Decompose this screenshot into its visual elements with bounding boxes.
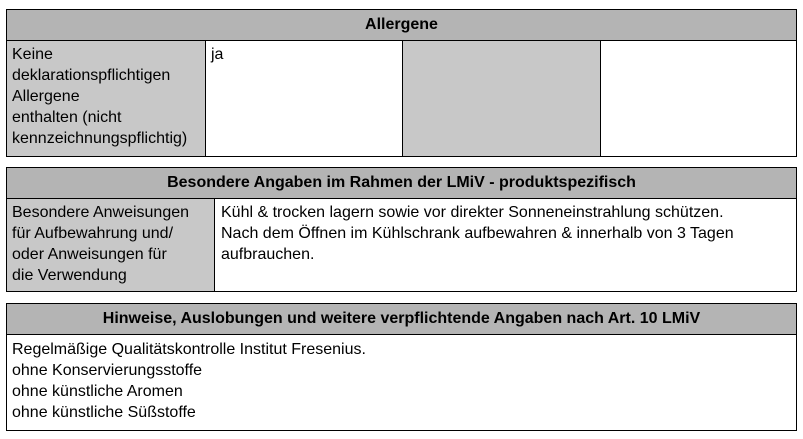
notes-header: Hinweise, Auslobungen und weitere verpflichtende Angaben nach Art. 10 LMiV xyxy=(7,304,796,335)
allergens-label-cell xyxy=(7,41,205,156)
allergens-empty-grey-cell xyxy=(402,41,600,156)
allergens-label-line: deklarationspflichtigen xyxy=(12,67,171,84)
notes-line: ohne künstliche Aromen xyxy=(12,383,183,400)
storage-label-line: oder Anweisungen für xyxy=(12,246,167,263)
storage-label-cell xyxy=(7,199,214,291)
storage-label-line: für Aufbewahrung und/ xyxy=(12,225,174,242)
notes-cell xyxy=(7,335,796,430)
notes-line: ohne künstliche Süßstoffe xyxy=(12,404,196,421)
notes-row xyxy=(7,335,796,430)
allergens-empty-cell xyxy=(600,41,796,156)
allergens-label-line: kennzeichnungspflichtig) xyxy=(12,130,188,147)
lmiv-specific-section xyxy=(6,167,797,292)
allergens-value: ja xyxy=(211,46,224,63)
storage-label-line: die Verwendung xyxy=(12,267,127,284)
notes-line: ohne Konservierungsstoffe xyxy=(12,362,203,379)
storage-value-line: Kühl & trocken lagern sowie vor direkter Sonneneinstrahlung schützen. xyxy=(221,204,724,221)
allergens-value-cell xyxy=(205,41,402,156)
lmiv-specific-header: Besondere Angaben im Rahmen der LMiV - produktspezifisch xyxy=(7,168,796,199)
allergens-header: Allergene xyxy=(7,10,796,41)
lmiv-specific-row xyxy=(7,199,796,291)
storage-value-line: aufbrauchen. xyxy=(221,246,315,263)
allergens-section xyxy=(6,9,797,157)
storage-value-cell xyxy=(214,199,796,291)
allergens-label-line: enthalten (nicht xyxy=(12,109,122,126)
allergens-row xyxy=(7,41,796,156)
notes-line: Regelmäßige Qualitätskontrolle Institut Fresenius. xyxy=(12,341,366,358)
allergens-label-line: Keine xyxy=(12,46,53,63)
storage-label-line: Besondere Anweisungen xyxy=(12,204,190,221)
notes-section xyxy=(6,303,797,431)
allergens-label-line: Allergene xyxy=(12,88,80,105)
storage-value-line: Nach dem Öffnen im Kühlschrank aufbewahren & innerhalb von 3 Tagen xyxy=(221,225,734,242)
